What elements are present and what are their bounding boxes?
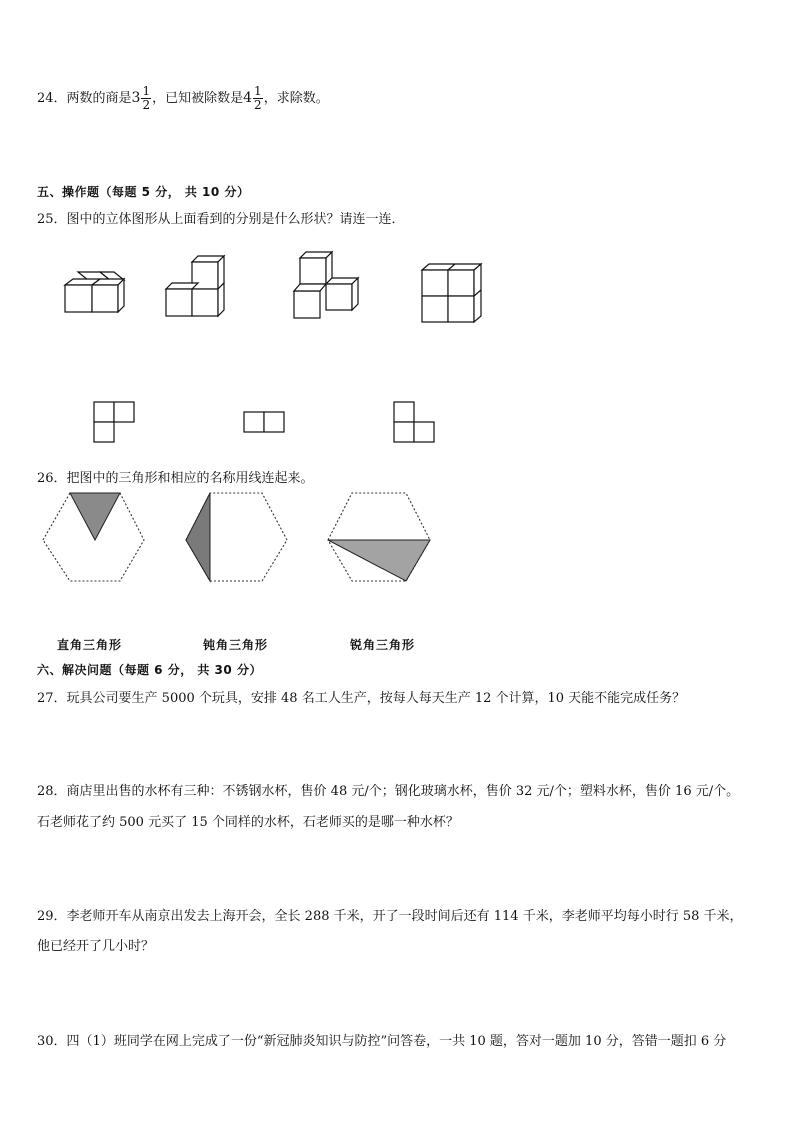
- hexagon-3: [328, 493, 430, 581]
- question-30-line1: 30．四（1）班同学在网上完成了一份“新冠肺炎知识与防控”问答卷，一共 10 题，答对一题加 10 分，答错一题扣 6 分: [37, 1034, 727, 1049]
- question-27: 27．玩具公司要生产 5000 个玩具，安排 48 名工人生产，按每人每天生产 12 个计算，10 天能不能完成任务？: [37, 691, 686, 706]
- q26-hexagons-figure: [0, 480, 794, 590]
- section-5-title: 五、操作题（每题 5 分， 共 10 分）: [37, 185, 250, 199]
- question-28-line2: 石老师花了约 500 元买了 15 个同样的水杯，石老师买的是哪一种水杯？: [37, 815, 459, 830]
- solid-2: [166, 256, 224, 316]
- shaded-triangle-1: [70, 493, 120, 540]
- q25-solids-figure: [0, 0, 794, 460]
- solid-1: [65, 272, 124, 312]
- q24-fraction2-num: 1: [254, 84, 262, 98]
- question-26: 26．把图中的三角形和相应的名称用线连起来。: [37, 471, 314, 486]
- caption-acute-triangle: 锐角三角形: [350, 638, 416, 652]
- q24-prefix: 24．两数的商是: [37, 91, 132, 106]
- caption-right-triangle: 直角三角形: [57, 638, 123, 652]
- top-view-1: [94, 402, 134, 442]
- top-view-3: [394, 402, 434, 442]
- q24-fraction2-den: 2: [254, 98, 262, 112]
- solid-4: [422, 264, 481, 322]
- question-29-line1: 29．李老师开车从南京出发去上海开会，全长 288 千米，开了一段时间后还有 114 千米，李老师平均每小时行 58 千米，: [37, 909, 743, 924]
- question-28-line1: 28．商店里出售的水杯有三种：不锈钢水杯，售价 48 元/个；钢化玻璃水杯，售价 32 元/个；塑料水杯，售价 16 元/个。: [37, 784, 740, 799]
- q24-suffix: ，求除数。: [263, 91, 329, 106]
- q24-mid: ，已知被除数是: [152, 91, 244, 106]
- q24-fraction1-den: 2: [142, 98, 151, 112]
- q24-fraction2-whole: 4: [243, 90, 253, 106]
- solid-3: [294, 252, 358, 318]
- section-6-title: 六、解决问题（每题 6 分， 共 30 分）: [37, 663, 262, 677]
- caption-obtuse-triangle: 钝角三角形: [203, 638, 269, 652]
- question-29-line2: 他已经开了几小时？: [37, 939, 155, 954]
- shaded-triangle-3: [328, 540, 430, 581]
- top-view-2: [244, 412, 284, 432]
- q24-fraction1-num: 1: [142, 84, 151, 98]
- question-25: 25．图中的立体图形从上面看到的分别是什么形状？请连一连．: [37, 212, 405, 227]
- shaded-triangle-2: [186, 493, 210, 581]
- q24-fraction1-whole: 3: [131, 90, 141, 106]
